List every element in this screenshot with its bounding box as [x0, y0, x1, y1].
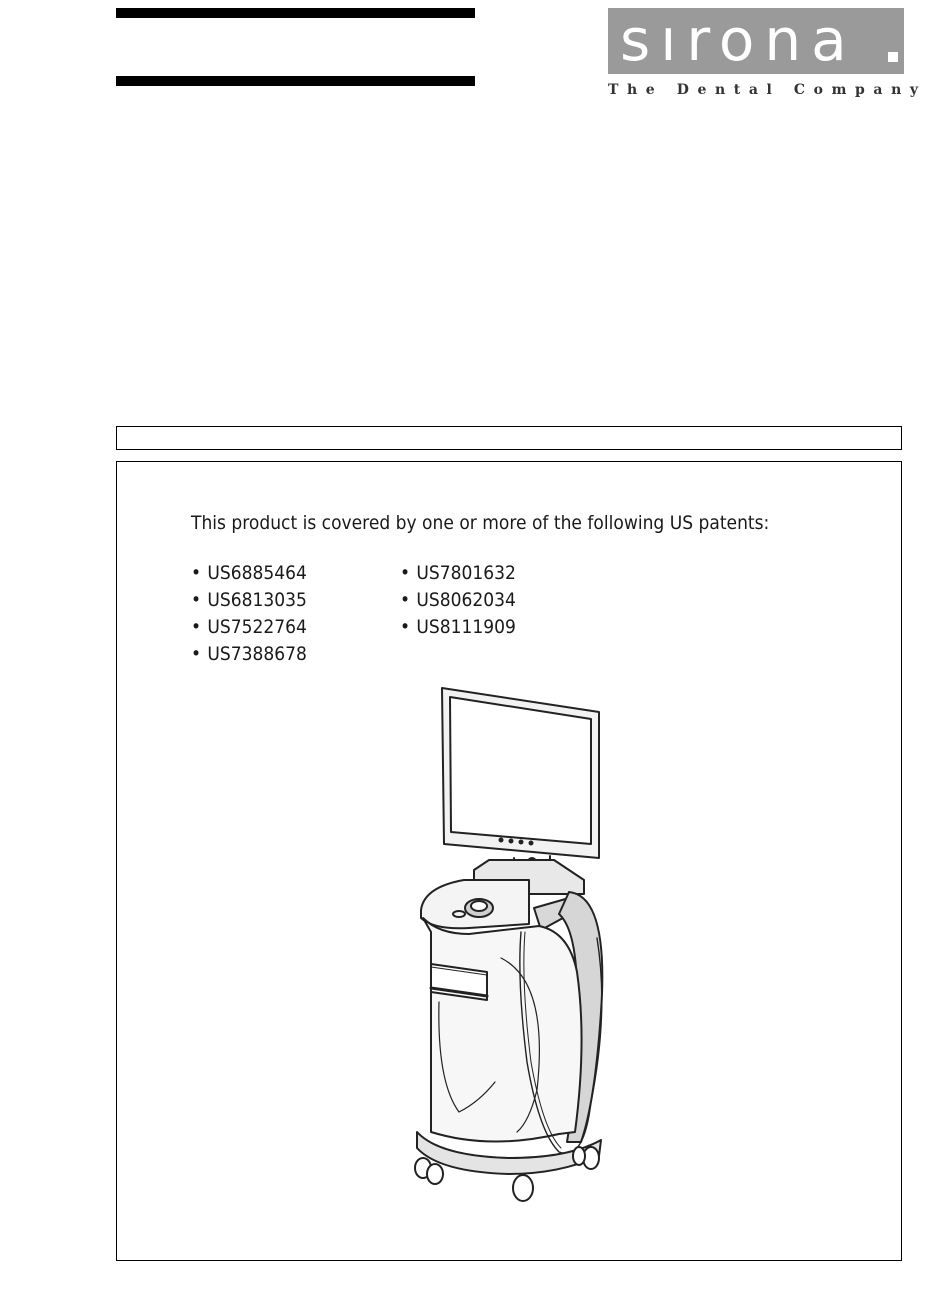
patent-item: • US7522764: [191, 614, 307, 641]
dental-acquisition-unit-drawing-icon: [409, 682, 609, 1222]
patent-intro: This product is covered by one or more of the following US patents:: [191, 512, 770, 534]
patent-list-column-1: [191, 560, 307, 668]
content-box: [116, 461, 902, 1261]
patent-item: • US8111909: [400, 614, 516, 641]
patent-item: • US8062034: [400, 587, 516, 614]
patent-item: • US6885464: [191, 560, 307, 587]
header-rule-bottom: [116, 76, 475, 86]
patent-item: • US6813035: [191, 587, 307, 614]
sirona-logo: [608, 8, 904, 74]
header-rule-top: [116, 8, 475, 18]
patent-list-column-2: [400, 560, 516, 641]
title-box: [116, 426, 902, 450]
patent-item: • US7388678: [191, 641, 307, 668]
svg-text:sırona: sırona: [620, 8, 857, 74]
patent-item: • US7801632: [400, 560, 516, 587]
brand-tagline: The Dental Company: [608, 82, 927, 98]
